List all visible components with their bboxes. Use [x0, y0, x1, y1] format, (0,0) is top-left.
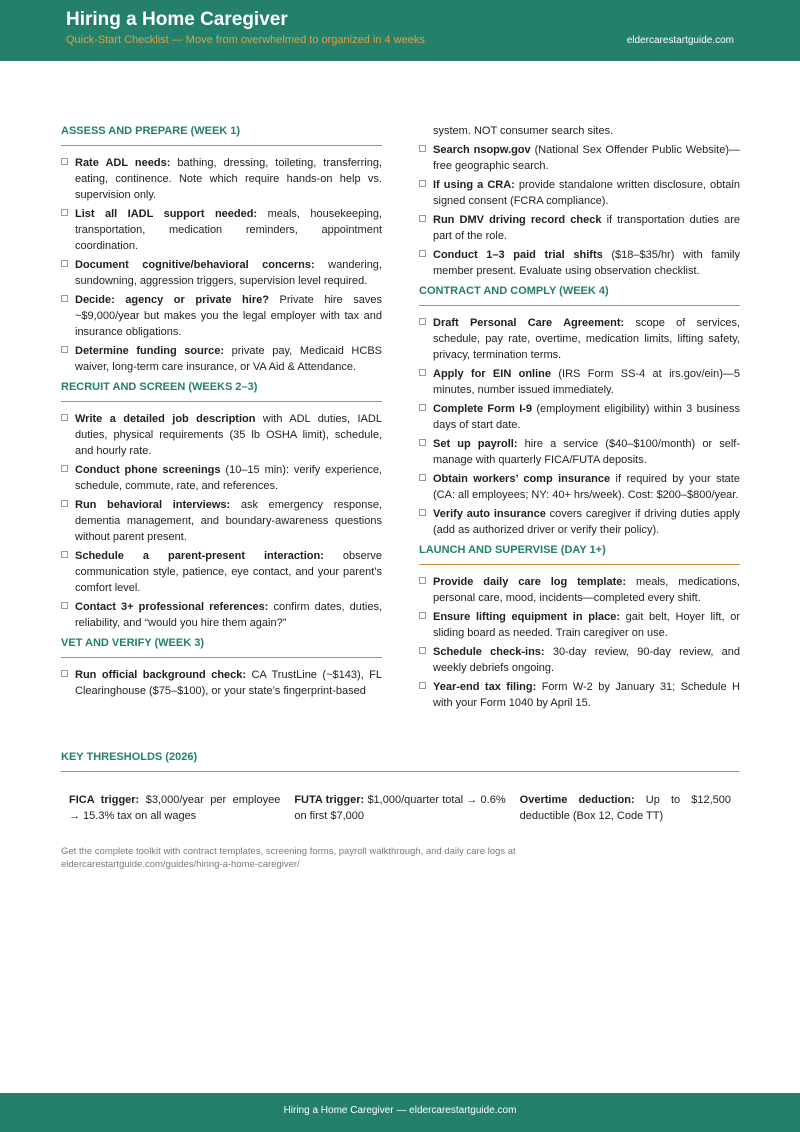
checkbox[interactable]: [419, 369, 426, 376]
checkbox[interactable]: [419, 145, 426, 152]
threshold-lead: FUTA trigger:: [294, 794, 365, 806]
checklist-item[interactable]: [419, 366, 740, 398]
checklist-item[interactable]: [419, 247, 740, 279]
checklist-item[interactable]: [419, 574, 740, 606]
toolkit-link[interactable]: eldercarestartguide.com/guides/hiring-a-home-caregiver/: [61, 859, 300, 870]
item-text: (10–15 min): verify experience, schedule, commute, rate, and references.: [75, 464, 382, 492]
checkbox[interactable]: [419, 577, 426, 584]
thresholds-grid: [61, 772, 739, 824]
item-lead: Contact 3+ professional references:: [75, 601, 269, 613]
checkbox[interactable]: [419, 180, 426, 187]
item-text: ask emergency response, dementia management, and boundary-awareness questions without parent present.: [75, 499, 382, 543]
key-thresholds: [61, 749, 739, 824]
checkbox[interactable]: [61, 346, 68, 353]
item-lead: If using a CRA:: [433, 179, 515, 191]
site-url: eldercarestartguide.com: [626, 35, 734, 46]
item-text: meals, medications, personal care, mood, incidents—completed every shift.: [433, 576, 740, 604]
checklist-item[interactable]: [419, 436, 740, 468]
item-lead: Write a detailed job description: [75, 413, 256, 425]
checkbox[interactable]: [419, 647, 426, 654]
checkbox[interactable]: [419, 404, 426, 411]
threshold-text: $1,000/quarter total → 0.6% on first $7,000: [294, 794, 506, 822]
checklist-item[interactable]: [61, 411, 382, 459]
checkbox[interactable]: [419, 215, 426, 222]
item-text: 30-day review, 90-day review, and weekly debriefs ongoing.: [433, 646, 740, 674]
item-lead: Document cognitive/behavioral concerns:: [75, 259, 315, 271]
item-lead: Year-end tax filing:: [433, 681, 537, 693]
checklist-item[interactable]: [419, 401, 740, 433]
checkbox[interactable]: [61, 260, 68, 267]
toolkit-note: [61, 845, 601, 871]
checkbox[interactable]: [419, 682, 426, 689]
item-text: Form W-2 by January 31; Schedule H with your Form 1040 by April 15.: [433, 681, 740, 709]
item-lead: Rate ADL needs:: [75, 157, 171, 169]
item-text: observe communication style, patience, eye contact, and your parent’s comfort level.: [75, 550, 382, 594]
checkbox[interactable]: [61, 158, 68, 165]
checklist-item[interactable]: [61, 155, 382, 203]
note-line-1: Get the complete toolkit with contract templates, screening forms, payroll walkthrough, and daily care logs at: [61, 846, 516, 857]
checklist-item[interactable]: [419, 142, 740, 174]
checklist-item[interactable]: [61, 548, 382, 596]
item-lead: Provide daily care log template:: [433, 576, 627, 588]
threshold-text: $3,000/year per employee → 15.3% tax on all wages: [69, 794, 281, 822]
item-lead: Determine funding source:: [75, 345, 225, 357]
threshold-overtime: [520, 792, 731, 824]
checkbox[interactable]: [419, 439, 426, 446]
item-text: if transportation duties are part of the role.: [433, 214, 740, 242]
item-lead: Ensure lifting equipment in place:: [433, 611, 621, 623]
item-text: provide standalone written disclosure, obtain signed consent (FCRA compliance).: [433, 179, 740, 207]
checklist-item[interactable]: [61, 667, 382, 699]
item-continuation: system. NOT consumer search sites.: [433, 125, 614, 137]
item-lead: Schedule check-ins:: [433, 646, 545, 658]
item-text: meals, housekeeping, transportation, medication reminders, appointment coordination.: [75, 208, 382, 252]
checklist-item[interactable]: [419, 506, 740, 538]
item-lead: Verify auto insurance: [433, 508, 546, 520]
threshold-futa: [294, 792, 505, 824]
item-text: private pay, Medicaid HCBS waiver, long-term care insurance, or VA Aid & Attendance.: [75, 345, 382, 373]
checkbox[interactable]: [61, 209, 68, 216]
item-lead: Apply for EIN online: [433, 368, 552, 380]
section-title-launch: LAUNCH AND SUPERVISE (DAY 1+): [419, 544, 740, 565]
threshold-lead: FICA trigger:: [69, 794, 140, 806]
item-text: Private hire saves ~$9,000/year but makes you the legal employer with tax and insurance obligations.: [75, 294, 382, 338]
item-text: wandering, sundowning, aggression triggers, supervision level required.: [75, 259, 382, 287]
item-lead: Complete Form I-9: [433, 403, 533, 415]
checklist-item[interactable]: [419, 212, 740, 244]
checklist-item[interactable]: [61, 599, 382, 631]
checklist-item[interactable]: [419, 315, 740, 363]
section-title-recruit: RECRUIT AND SCREEN (WEEKS 2–3): [61, 381, 382, 402]
checkbox[interactable]: [419, 318, 426, 325]
checklist-item[interactable]: [419, 644, 740, 676]
checkbox[interactable]: [419, 250, 426, 257]
item-lead: Run DMV driving record check: [433, 214, 602, 226]
item-text: if required by your state (CA: all employees; NY: 40+ hrs/week). Cost: $200–$800/year.: [433, 473, 740, 501]
right-column: [419, 123, 740, 714]
item-text: covers caregiver if driving duties apply (add as authorized driver or verify their policy).: [433, 508, 741, 536]
item-text: (employment eligibility) within 3 business days of start date.: [433, 403, 740, 431]
item-text: bathing, dressing, toileting, transferring, eating, continence. Note which require hands-on help vs. supervision only.: [75, 157, 382, 201]
item-lead: Search nsopw.gov: [433, 144, 531, 156]
checklist-item[interactable]: [61, 206, 382, 254]
item-text: gait belt, Hoyer lift, or sliding board as needed. Train caregiver on use.: [433, 611, 740, 639]
item-text: (National Sex Offender Public Website)—free geographic search.: [433, 144, 740, 172]
section-title-assess: ASSESS AND PREPARE (WEEK 1): [61, 125, 382, 146]
checklist-item[interactable]: [419, 679, 740, 711]
item-lead: Run official background check:: [75, 669, 247, 681]
page-footer: [0, 1093, 800, 1132]
item-text: with ADL duties, IADL duties, physical requirements (35 lb OSHA limit), schedule, and hourly rate.: [75, 413, 382, 457]
page-header: [0, 0, 800, 61]
checklist-item[interactable]: [419, 177, 740, 209]
item-lead: List all IADL support needed:: [75, 208, 258, 220]
item-lead: Run behavioral interviews:: [75, 499, 231, 511]
footer-text: Hiring a Home Caregiver — eldercarestartguide.com: [283, 1105, 517, 1116]
threshold-lead: Overtime deduction:: [519, 794, 635, 806]
section-title-thresholds: KEY THRESHOLDS (2026): [61, 751, 739, 772]
checkbox[interactable]: [61, 295, 68, 302]
checkbox[interactable]: [419, 474, 426, 481]
item-text: confirm dates, duties, reliability, and “would you hire them again?”: [75, 601, 383, 629]
checkbox[interactable]: [419, 612, 426, 619]
item-lead: Schedule a parent-present interaction:: [75, 550, 324, 562]
section-title-vet: VET AND VERIFY (WEEK 3): [61, 637, 382, 658]
checklist-item[interactable]: [61, 497, 382, 545]
checkbox[interactable]: [61, 602, 68, 609]
item-lead: Draft Personal Care Agreement:: [433, 317, 625, 329]
page-title: Hiring a Home Caregiver: [66, 9, 288, 30]
item-lead: Conduct 1–3 paid trial shifts: [433, 249, 603, 261]
item-text: ($18–$35/hr) with family member present. Evaluate using observation checklist.: [433, 249, 740, 277]
left-column: [61, 123, 382, 702]
threshold-fica: [69, 792, 280, 824]
checkbox[interactable]: [61, 465, 68, 472]
checkbox[interactable]: [419, 509, 426, 516]
item-lead: Conduct phone screenings: [75, 464, 221, 476]
item-text: CA TrustLine (~$143), FL Clearinghouse ($75–$100), or your state’s fingerprint-based: [75, 669, 382, 697]
item-text: (IRS Form SS-4 at irs.gov/ein)—5 minutes, number issued immediately.: [433, 368, 740, 396]
item-lead: Obtain workers’ comp insurance: [433, 473, 611, 485]
checkbox[interactable]: [61, 551, 68, 558]
section-title-contract: CONTRACT AND COMPLY (WEEK 4): [419, 285, 740, 306]
checklist-item[interactable]: [61, 257, 382, 289]
item-lead: Decide: agency or private hire?: [75, 294, 269, 306]
checklist-item[interactable]: [61, 292, 382, 340]
checklist-item[interactable]: [61, 462, 382, 494]
checklist-item[interactable]: [419, 609, 740, 641]
checkbox[interactable]: [61, 500, 68, 507]
item-text: scope of services, schedule, pay rate, overtime, medication limits, lifting safety, privacy, termination terms.: [433, 317, 741, 361]
threshold-text: Up to $12,500 deductible (Box 12, Code TT): [519, 794, 731, 822]
checkbox[interactable]: [61, 670, 68, 677]
item-text: hire a service ($40–$100/month) or self-manage with quarterly FICA/FUTA deposits.: [433, 438, 740, 466]
item-lead: Set up payroll:: [433, 438, 518, 450]
page-subtitle: Quick-Start Checklist — Move from overwhelmed to organized in 4 weeks: [66, 34, 425, 46]
checklist-item[interactable]: [61, 343, 382, 375]
checklist-item[interactable]: [419, 471, 740, 503]
checkbox[interactable]: [61, 414, 68, 421]
